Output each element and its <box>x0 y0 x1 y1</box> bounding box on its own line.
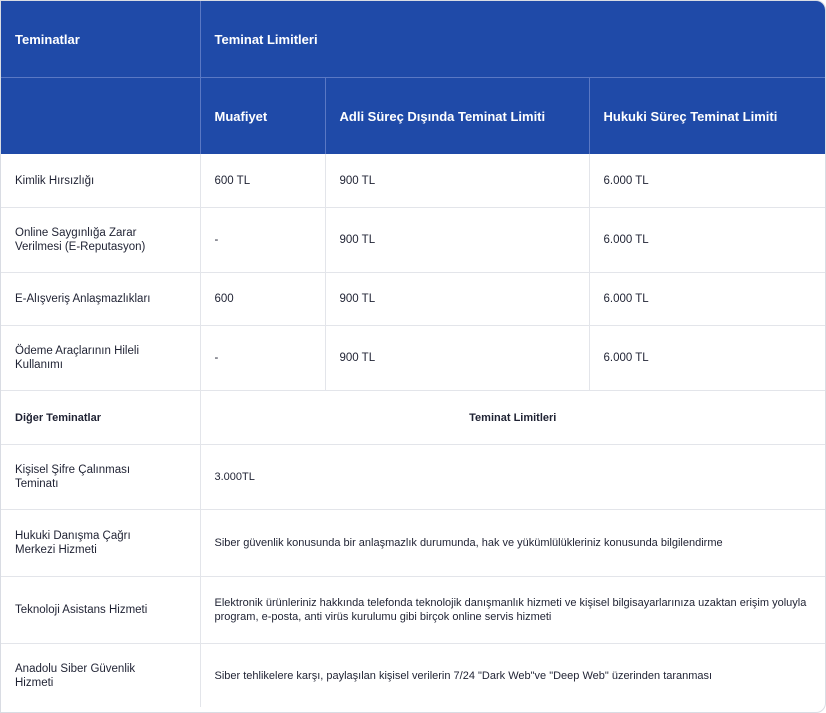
coverage-name: Online Saygınlığa Zarar Verilmesi (E-Reputasyon) <box>1 208 200 273</box>
header-teminatlar: Teminatlar <box>1 1 200 78</box>
table-row <box>1 445 825 510</box>
coverage-name: Ödeme Araçlarının Hileli Kullanımı <box>1 326 200 391</box>
hukuki-value: 6.000 TL <box>589 154 825 208</box>
coverage-description: Siber tehlikelere karşı, paylaşılan kişisel verilerin 7/24 "Dark Web"ve "Deep Web" üzerinden taranması <box>200 644 825 708</box>
muafiyet-value: 600 TL <box>200 154 325 208</box>
adli-value: 900 TL <box>325 208 589 273</box>
table-row <box>1 326 825 391</box>
muafiyet-value: - <box>200 326 325 391</box>
table-row <box>1 577 825 644</box>
hukuki-value: 6.000 TL <box>589 208 825 273</box>
table-row <box>1 154 825 208</box>
adli-value: 900 TL <box>325 273 589 326</box>
adli-value: 900 TL <box>325 154 589 208</box>
header-hukuki-surec: Hukuki Süreç Teminat Limiti <box>589 78 825 155</box>
hukuki-value: 6.000 TL <box>589 273 825 326</box>
table-row <box>1 644 825 708</box>
hukuki-value: 6.000 TL <box>589 326 825 391</box>
coverage-name: E-Alışveriş Anlaşmazlıkları <box>1 273 200 326</box>
coverage-name: Anadolu Siber Güvenlik Hizmeti <box>15 662 136 689</box>
muafiyet-value: - <box>200 208 325 273</box>
coverage-description: Siber güvenlik konusunda bir anlaşmazlık durumunda, hak ve yükümlülükleriniz konusunda bilgilendirme <box>200 510 825 577</box>
other-coverages-label: Diğer Teminatlar <box>1 391 200 445</box>
table-row <box>1 273 825 326</box>
other-limits-label: Teminat Limitleri <box>200 391 825 445</box>
header-empty <box>1 78 200 155</box>
coverage-name: Kimlik Hırsızlığı <box>1 154 200 208</box>
coverage-description: 3.000TL <box>200 445 825 510</box>
coverage-name: Hukuki Danışma Çağrı Merkezi Hizmeti <box>1 510 200 577</box>
header-teminat-limitleri: Teminat Limitleri <box>200 1 825 78</box>
muafiyet-value: 600 <box>200 273 325 326</box>
coverage-name: Kişisel Şifre Çalınması Teminatı <box>1 445 200 510</box>
other-header-row <box>1 391 825 445</box>
header-row-1 <box>1 1 825 78</box>
table-row <box>1 208 825 273</box>
coverage-table <box>1 1 825 707</box>
table-row <box>1 510 825 577</box>
header-muafiyet: Muafiyet <box>200 78 325 155</box>
coverage-name: Teknoloji Asistans Hizmeti <box>1 577 200 644</box>
coverage-description: Elektronik ürünleriniz hakkında telefonda teknolojik danışmanlık hizmeti ve kişisel bilgisayarlarınıza uzaktan erişim yoluyla program, e-posta, anti virüs kurulumu gibi birçok online servis hizmeti <box>200 577 825 644</box>
header-row-2 <box>1 78 825 155</box>
header-adli-surec: Adli Süreç Dışında Teminat Limiti <box>325 78 589 155</box>
adli-value: 900 TL <box>325 326 589 391</box>
